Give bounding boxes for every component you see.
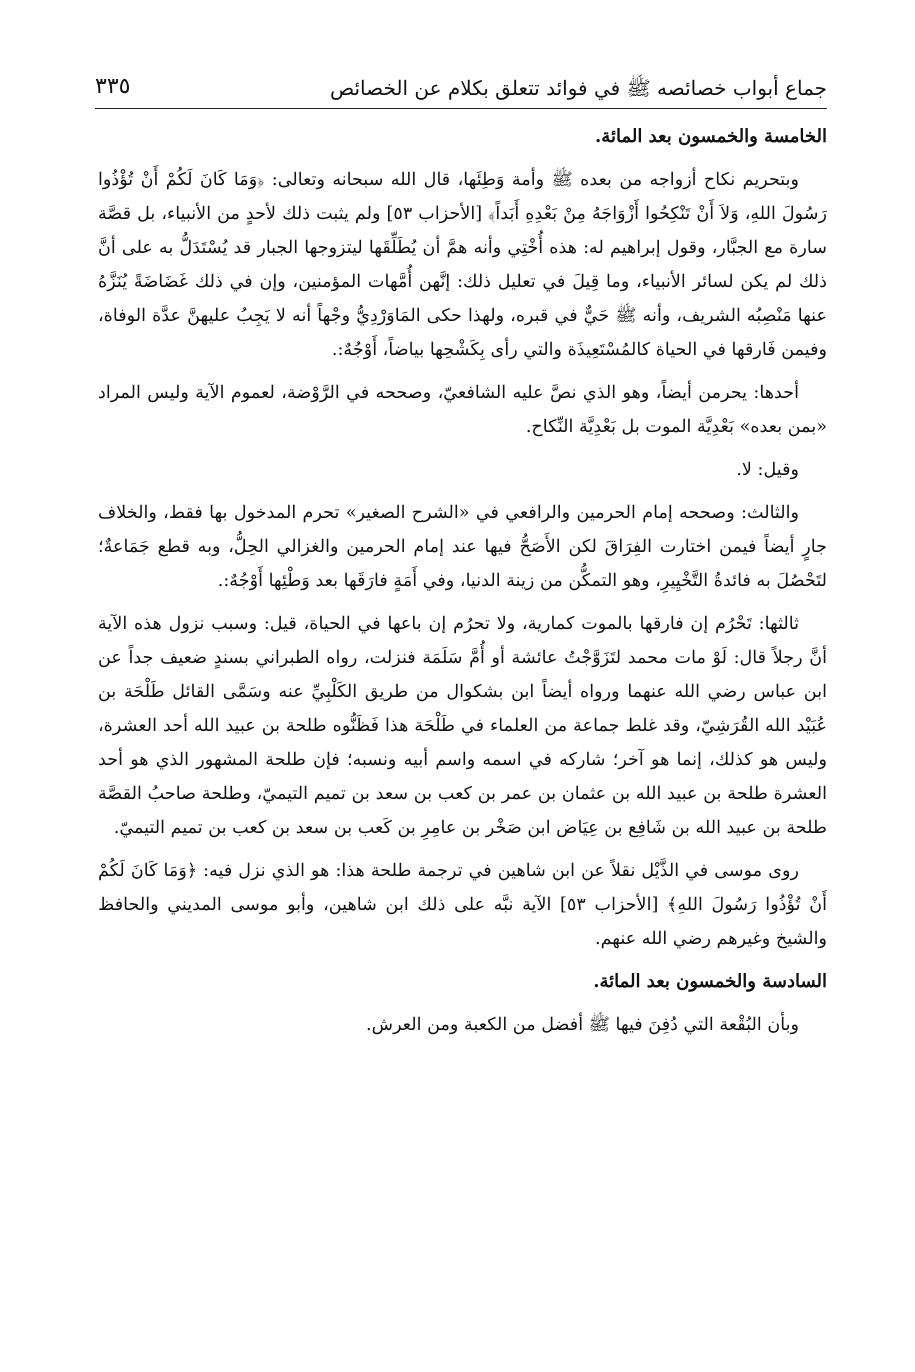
paragraph-3: وقيل: لا. <box>736 460 799 480</box>
paragraph-4: والثالث: وصححه إمام الحرمين والرافعي في «الشرح الصغير» تحرم المدخول بها فقط، والخلاف جارٍ أيضاً فيمن اختارت الفِرَاقَ لكن الأَصَحُّ فيها عند إمام الحرمين والغزالي الحِلُّ، وبه قطع جَمَاعةٌ؛ لتَحْصُلَ به فائدةُ التَّخْيِيرِ، وهو التمكُّن من زينة الدنيا، وفي أَمَةٍ فارَقَها بعد وَطْئِها أَوْجُهٌ:. <box>98 503 827 591</box>
main-text <box>98 120 827 1051</box>
paragraph-1: وبتحريم نكاح أزواجه من بعده ﷺ وأمة وَطِئَها، قال الله سبحانه وتعالى: ﴿وَمَا كَانَ لَكُمْ أَنْ تُؤْذُوا رَسُولَ اللهِ، وَلاَ أَنْ تَنْكِحُوا أَزْوَاجَهُ مِنْ بَعْدِهِ أَبَداً﴾ [الأحزاب ٥٣] ولم يثبت ذلك لأحدٍ من الأنبياء، بل قصَّة سارة مع الجبَّار، وقول إبراهيم له: هذه أُخْتِي وأنه همَّ أن يُطَلِّقَها ليتزوجها الجبار قد يُسْتَدَلُّ به على أنَّ ذلك لم يكن لسائر الأنبياء، وما قِيلَ في تعليل ذلك: إنَّهن أُمَّهات المؤمنين، وإن في ذلك غَضَاضَةً يُنَزَّهُ عنها مَنْصِبُه الشريف، وأنه ﷺ حَيٌّ في قبره، ولهذا حكى المَاوَرْدِيُّ وجْهاً أنه لا يَجِبُ عليهنَّ عدَّة الوفاة، وفيمن فَارقها في الحياة كالمُسْتَعِيذَة والتي رأى بِكَشْحِها بياضاً، أَوْجُهٌ:. <box>98 170 828 360</box>
page-number: ٣٣٥ <box>95 74 131 99</box>
section-heading-156: السادسة والخمسون بعد المائة. <box>593 971 827 992</box>
paragraph-2: أحدها: يحرمن أيضاً، وهو الذي نصَّ عليه الشافعيّ، وصححه في الرَّوْضة، لعموم الآية وليس المراد «بمن بعده» بَعْدِيَّة الموت بل بَعْدِيَّة النِّكاح. <box>98 383 827 437</box>
running-header <box>95 68 827 109</box>
paragraph-7: وبأن البُقْعة التي دُفِنَ فيها ﷺ أفضل من الكعبة ومن العرش. <box>366 1015 799 1035</box>
paragraph-5: ثالثها: تَحْرُم إن فارقها بالموت كمارية، ولا تحرُم إن باعها في الحياة، قيل: وسبب نزول هذه الآية أنَّ رجلاً قال: لَوْ مات محمد لتَزَوَّجْتُ عائشة أو أُمَّ سَلَمَة فنزلت، رواه الطبراني بسندٍ ضعيف جداً عن ابن عباس رضي الله عنهما ورواه أيضاً ابن بشكوال من طريق الكَلْبِيِّ عنه وسَمَّى القائل طَلْحَة بن عُبَيْد الله القُرَشِيّ، وقد غلط جماعة من العلماء في طَلْحَة هذا فَظَنُّوه طلحة بن عبيد الله أحد العشرة، وليس هو كذلك، إنما هو آخر؛ شاركه في اسمه واسم أبيه ونسبه؛ فإن طلحة المشهور الذي هو أحد العشرة طلحة بن عبيد الله بن عثمان بن عمر بن كعب بن سعد بن تميم التيميّ، وطلحة صاحبُ القصَّة طلحة بن عبيد الله بن شَافِع بن عِيَاض ابن صَخْر بن عامِرِ بن كَعب بن سعد بن كعب بن تميم التيميّ. <box>98 614 827 838</box>
paragraph-6: روى موسى في الذَّيْل نقلاً عن ابن شاهين في ترجمة طلحة هذا: هو الذي نزل فيه: ﴿وَمَا كَانَ لَكُمْ أَنْ تُؤْذُوا رَسُولَ اللهِ﴾ [الأحزاب ٥٣] الآية نبَّه على ذلك ابن شاهين، وأبو موسى المديني والحافظ والشيخ وغيرهم رضي الله عنهم. <box>98 861 827 949</box>
header-title: جماع أبواب خصائصه ﷺ في فوائد تتعلق بكلام عن الخصائص <box>329 76 827 100</box>
section-heading-155: الخامسة والخمسون بعد المائة. <box>595 126 827 147</box>
